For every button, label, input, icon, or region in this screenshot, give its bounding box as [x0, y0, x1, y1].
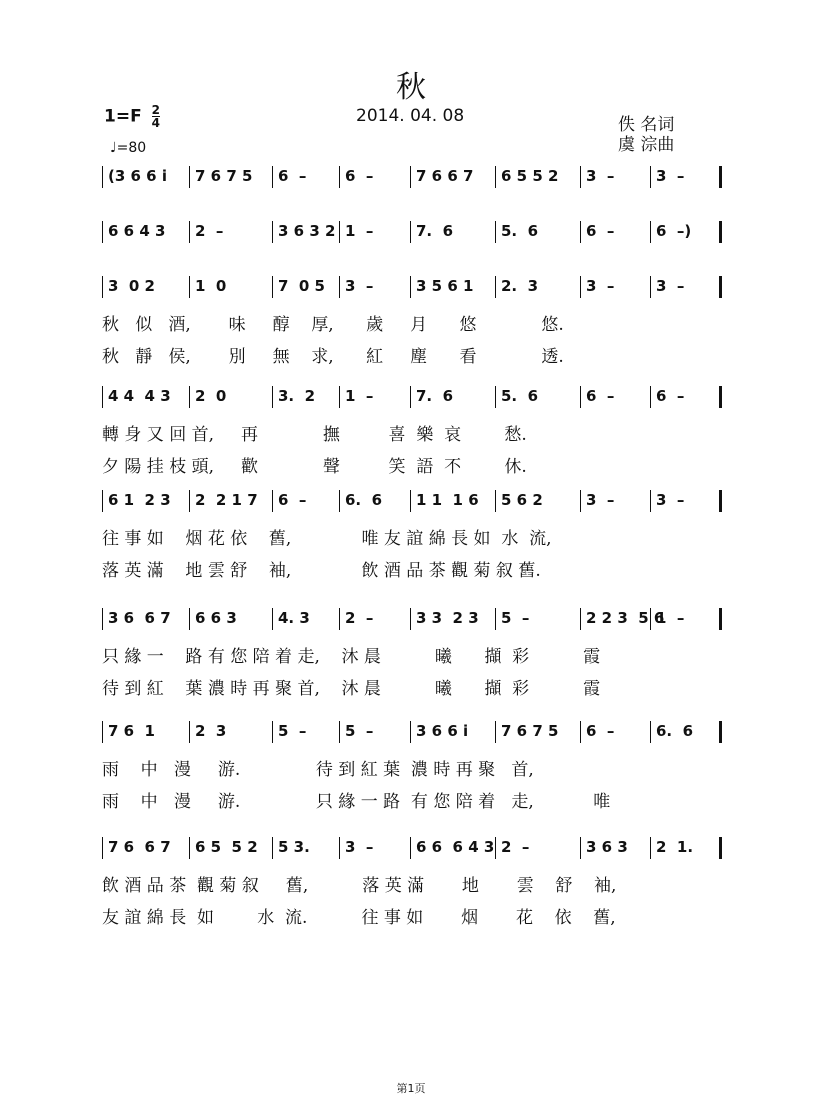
page-number: 第1页: [396, 1082, 426, 1095]
barline: [650, 276, 651, 298]
measure-notes: 2 –: [501, 838, 530, 856]
tempo-marking: ♩=80: [110, 140, 147, 156]
barline: [495, 490, 496, 512]
lyric-line: 雨 中 漫 游. 待 到 紅 葉 濃 時 再 聚 首,: [102, 760, 534, 780]
measure-notes: 7 0 5: [278, 277, 325, 295]
barline: [410, 490, 411, 512]
measure-notes: 6 –: [345, 167, 374, 185]
barline: [719, 166, 722, 188]
measure-notes: 6 5 5 2: [195, 838, 258, 856]
barline: [272, 276, 273, 298]
lyric-line: 只 緣 一 路 有 您 陪 着 走, 沐 晨 曦 擷 彩 霞: [102, 647, 601, 667]
barline: [580, 166, 581, 188]
notation-system: [102, 276, 722, 298]
lyric-line: 友 誼 綿 長 如 水 流. 往 事 如 烟 花 依 舊,: [102, 908, 616, 928]
barline: [272, 386, 273, 408]
barline: [189, 837, 190, 859]
barline: [339, 490, 340, 512]
measure-notes: 3 0 2: [108, 277, 155, 295]
measure-notes: 6. 6: [345, 491, 383, 509]
measure-notes: 5 –: [345, 722, 374, 740]
barline: [495, 276, 496, 298]
measure-notes: 2. 3: [501, 277, 539, 295]
barline: [410, 386, 411, 408]
lyric-line: 待 到 紅 葉 濃 時 再 聚 首, 沐 晨 曦 擷 彩 霞: [102, 679, 601, 699]
barline: [410, 221, 411, 243]
measure-notes: 6 –: [278, 491, 307, 509]
measure-notes: 7 6 6 7: [108, 838, 171, 856]
barline: [189, 166, 190, 188]
lyric-line: 轉 身 又 回 首, 再 撫 喜 樂 哀 愁.: [102, 425, 527, 445]
measure-notes: 3 5 6 1: [416, 277, 474, 295]
measure-notes: 3 6 3: [586, 838, 628, 856]
barline: [580, 490, 581, 512]
measure-notes: 6 –: [586, 722, 615, 740]
measure-notes: 6 6 6 4 3: [416, 838, 495, 856]
measure-notes: 1 –: [345, 222, 374, 240]
time-signature: [152, 104, 160, 129]
measure-notes: 3 –: [656, 167, 685, 185]
measure-notes: 6. 6: [656, 722, 694, 740]
barline: [495, 608, 496, 630]
measure-notes: 7 6 7 5: [501, 722, 559, 740]
barline: [102, 721, 103, 743]
barline: [339, 386, 340, 408]
lyricist-credit: 佚 名词: [618, 115, 675, 135]
barline: [339, 276, 340, 298]
measure-notes: 3 –: [345, 277, 374, 295]
barline: [102, 608, 103, 630]
lyric-line: 飲 酒 品 茶 觀 菊 叙 舊, 落 英 滿 地 雲 舒 袖,: [102, 876, 617, 896]
measure-notes: 7. 6: [416, 387, 454, 405]
barline: [102, 221, 103, 243]
measure-notes: 1 –: [345, 387, 374, 405]
barline: [495, 386, 496, 408]
barline: [189, 276, 190, 298]
barline: [580, 386, 581, 408]
barline: [410, 721, 411, 743]
measure-notes: 3 6 6 i: [416, 722, 469, 740]
measure-notes: 3 –: [345, 838, 374, 856]
measure-notes: 5 6 2: [501, 491, 543, 509]
notation-system: [102, 166, 722, 188]
measure-notes: 5 –: [278, 722, 307, 740]
composition-date: 2014. 04. 08: [356, 106, 465, 126]
barline: [272, 166, 273, 188]
barline: [272, 837, 273, 859]
barline: [102, 490, 103, 512]
lyric-line: 秋 似 酒, 味 醇 厚, 歲 月 悠 悠.: [102, 315, 564, 335]
barline: [410, 166, 411, 188]
barline: [189, 608, 190, 630]
barline: [650, 386, 651, 408]
barline: [719, 386, 722, 408]
barline: [410, 608, 411, 630]
measure-notes: 4. 3: [278, 609, 310, 627]
barline: [719, 221, 722, 243]
barline: [719, 721, 722, 743]
barline: [495, 721, 496, 743]
lyric-line: 夕 陽 挂 枝 頭, 歡 聲 笑 語 不 休.: [102, 457, 527, 477]
meter-top: 2: [151, 103, 160, 117]
notation-system: [102, 490, 722, 512]
barline: [719, 608, 722, 630]
measure-notes: 5 3.: [278, 838, 310, 856]
barline: [650, 221, 651, 243]
barline: [650, 490, 651, 512]
barline: [339, 166, 340, 188]
barline: [495, 837, 496, 859]
measure-notes: 6 6 4 3: [108, 222, 166, 240]
notation-system: [102, 386, 722, 408]
measure-notes: 2 1.: [656, 838, 694, 856]
measure-notes: 1 1 1 6: [416, 491, 479, 509]
measure-notes: 7 6 6 7: [416, 167, 474, 185]
measure-notes: 6 –: [278, 167, 307, 185]
measure-notes: 6 –: [656, 387, 685, 405]
barline: [339, 221, 340, 243]
measure-notes: 2 0: [195, 387, 227, 405]
notation-system: [102, 721, 722, 743]
barline: [580, 837, 581, 859]
measure-notes: 4 4 4 3: [108, 387, 171, 405]
measure-notes: 3 –: [586, 277, 615, 295]
barline: [580, 608, 581, 630]
barline: [339, 608, 340, 630]
barline: [580, 221, 581, 243]
measure-notes: 6 1 2 3: [108, 491, 171, 509]
notation-system: [102, 221, 722, 243]
measure-notes: 3 –: [586, 167, 615, 185]
measure-notes: 1 –: [656, 609, 685, 627]
measure-notes: 1 0: [195, 277, 227, 295]
song-title: 秋: [396, 70, 426, 105]
barline: [189, 386, 190, 408]
barline: [189, 721, 190, 743]
notation-system: [102, 837, 722, 859]
measure-notes: 3 3 2 3: [416, 609, 479, 627]
barline: [189, 490, 190, 512]
barline: [719, 837, 722, 859]
barline: [189, 221, 190, 243]
measure-notes: 3 –: [656, 491, 685, 509]
barline: [719, 490, 722, 512]
measure-notes: 6 6 3: [195, 609, 237, 627]
barline: [272, 721, 273, 743]
measure-notes: 7. 6: [416, 222, 454, 240]
barline: [102, 166, 103, 188]
measure-notes: 2 –: [345, 609, 374, 627]
barline: [102, 386, 103, 408]
measure-notes: 6 5 5 2: [501, 167, 559, 185]
barline: [650, 166, 651, 188]
lyric-line: 雨 中 漫 游. 只 緣 一 路 有 您 陪 着 走, 唯: [102, 792, 611, 812]
measure-notes: 7 6 1: [108, 722, 155, 740]
notation-system: [102, 608, 722, 630]
measure-notes: 3 6 3 2: [278, 222, 336, 240]
barline: [410, 837, 411, 859]
composer-credit: 虞 淙曲: [618, 135, 675, 155]
measure-notes: 3 –: [656, 277, 685, 295]
barline: [410, 276, 411, 298]
barline: [650, 721, 651, 743]
barline: [272, 608, 273, 630]
measure-notes: 2 2 3 5 6: [586, 609, 665, 627]
barline: [339, 837, 340, 859]
barline: [495, 166, 496, 188]
measure-notes: 3 6 6 7: [108, 609, 171, 627]
measure-notes: 5. 6: [501, 387, 539, 405]
key-label: 1=F: [104, 106, 142, 127]
measure-notes: (3 6 6 i: [108, 167, 167, 185]
barline: [650, 837, 651, 859]
barline: [495, 221, 496, 243]
lyric-line: 落 英 滿 地 雲 舒 袖, 飲 酒 品 茶 觀 菊 叙 舊.: [102, 561, 541, 581]
barline: [102, 837, 103, 859]
measure-notes: 7 6 7 5: [195, 167, 253, 185]
measure-notes: 2 2 1 7: [195, 491, 258, 509]
barline: [272, 490, 273, 512]
barline: [580, 721, 581, 743]
measure-notes: 6 –: [586, 387, 615, 405]
measure-notes: 3 –: [586, 491, 615, 509]
barline: [339, 721, 340, 743]
lyric-line: 往 事 如 烟 花 依 舊, 唯 友 誼 綿 長 如 水 流,: [102, 529, 552, 549]
measure-notes: 5 –: [501, 609, 530, 627]
measure-notes: 2 3: [195, 722, 227, 740]
measure-notes: 6 –: [586, 222, 615, 240]
barline: [719, 276, 722, 298]
measure-notes: 5. 6: [501, 222, 539, 240]
barline: [102, 276, 103, 298]
barline: [272, 221, 273, 243]
lyric-line: 秋 靜 侯, 別 無 求, 紅 塵 看 透.: [102, 347, 564, 367]
measure-notes: 3. 2: [278, 387, 316, 405]
barline: [580, 276, 581, 298]
key-signature: [104, 104, 160, 129]
measure-notes: 2 –: [195, 222, 224, 240]
meter-bottom: 4: [151, 116, 160, 130]
measure-notes: 6 –): [656, 222, 692, 240]
